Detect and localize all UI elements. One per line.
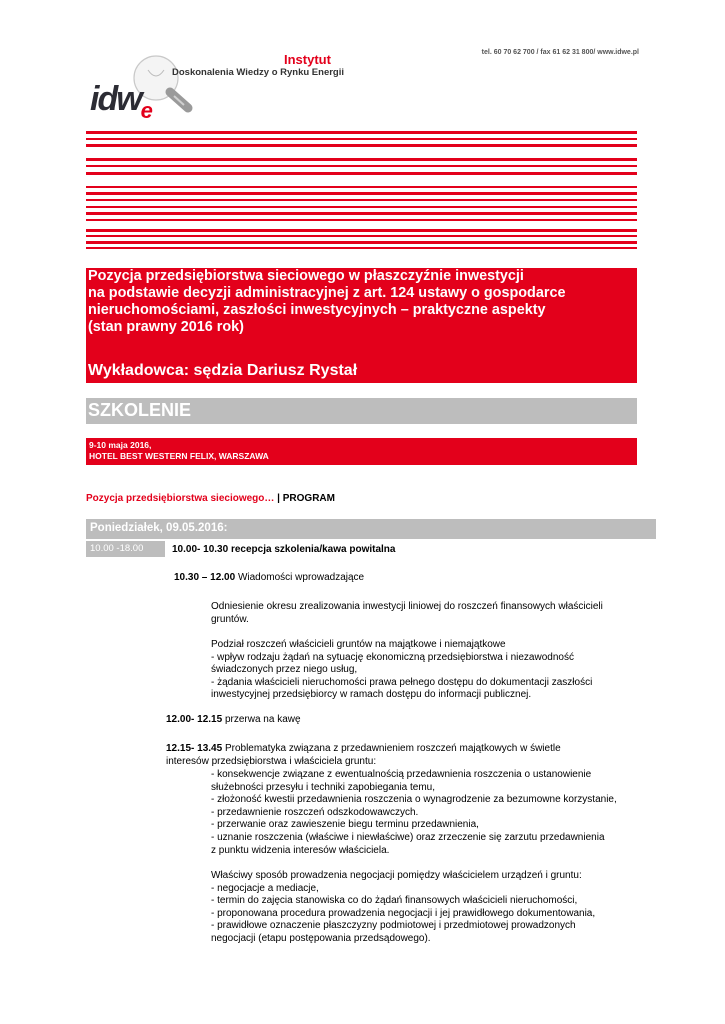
item-text: przerwa na kawę [222, 714, 301, 725]
text-line: Właściwy sposób prowadzenia negocjacji pomiędzy właścicielem urządzeń i gruntu: [211, 870, 582, 881]
list-item: - prawidłowe oznaczenie płaszczyzny podmiotowej i przedmiotowej prowadzonych [211, 920, 576, 932]
contact-info: tel. 60 70 62 700 / fax 61 62 31 800/ www.idwe.pl [481, 49, 639, 56]
list-item: z punktu widzenia interesów właściciela. [211, 844, 390, 856]
item-text: recepcja szkolenia/kawa powitalna [228, 544, 396, 555]
text-line: - wpływ rodzaju żądań na sytuację ekonomiczną przedsiębiorstwa i niezawodność [211, 651, 574, 663]
list-item: - uznanie roszczenia (właściwe i niewłaściwe) oraz zrzeczenie się zarzutu przedawnienia [211, 831, 605, 843]
item-time: 10.00- 10.30 [172, 544, 229, 555]
program-heading-label: | PROGRAM [274, 493, 335, 504]
event-venue: HOTEL BEST WESTERN FELIX, WARSZAWA [89, 451, 269, 461]
negotiation-section [211, 870, 595, 946]
program-item-break [166, 714, 301, 727]
title-line: na podstawie decyzji administracyjnej z art. 124 ustawy o gospodarce [88, 285, 566, 301]
logo-text: idw$_e$ [90, 80, 151, 123]
text-line: gruntów. [211, 613, 249, 625]
training-label: SZKOLENIE [88, 400, 192, 420]
item-time: 10.30 – 12.00 [174, 572, 236, 583]
text-line: interesów przedsiębiorstwa i właściciela gruntu: [166, 755, 377, 767]
text-line: Podział roszczeń właścicieli gruntów na majątkowe i niemajątkowe [211, 639, 506, 650]
text-line: inwestycyjnej przedsiębiorcy w ramach dostępu do informacji publicznej. [211, 689, 532, 701]
limitation-points [211, 769, 617, 857]
institute-name-line1: Instytut [284, 52, 331, 67]
item-time: 12.15- 13.45 [166, 743, 223, 754]
text-line: Problematyka związana z przedawnieniem roszczeń majątkowych w świetle [222, 743, 561, 754]
event-date: 9-10 maja 2016, [89, 440, 152, 450]
item-time: 12.00- 12.15 [166, 714, 223, 725]
training-label-bar [86, 398, 637, 424]
day-header-label: Poniedziałek, 09.05.2016: [90, 522, 228, 534]
event-info-bar [86, 438, 637, 465]
institute-logo [86, 48, 346, 122]
program-heading-title: Pozycja przedsiębiorstwa sieciowego… [86, 493, 275, 504]
list-item: - proponowana procedura prowadzenia negocjacji i jej prawidłowego dokumentowania, [211, 907, 596, 919]
title-banner [86, 268, 637, 383]
list-item: negocjacji (etapu postępowania przedsądowego). [211, 932, 431, 944]
item-text: Wiadomości wprowadzające [235, 572, 365, 583]
text-line: Odniesienie okresu zrealizowania inwestycji liniowej do roszczeń finansowych właścicieli [211, 601, 603, 612]
program-item-intro [174, 572, 364, 585]
lecturer: Wykładowca: sędzia Dariusz Rystał [88, 362, 358, 379]
title-line: (stan prawny 2016 rok) [88, 319, 244, 335]
list-item: - złożoność kwestii przedawnienia roszczenia o wynagrodzenie za bezumowne korzystanie, [211, 794, 617, 806]
day-header [86, 519, 656, 539]
text-line: - żądania właścicieli nieruchomości prawa pełnego dostępu do dokumentacji zaszłości [211, 676, 593, 688]
list-item: - termin do zajęcia stanowiska co do żądań finansowych właścicieli nieruchomości, [211, 895, 578, 907]
program-item-limitation [166, 743, 561, 768]
training-title [88, 268, 633, 336]
list-item: - konsekwencje związane z ewentualnością przedawnienia roszczenia o ustanowienie [211, 769, 592, 780]
list-item: - przerwanie oraz zawieszenie biegu terminu przedawnienia, [211, 819, 479, 831]
list-item: - przedawnienie roszczeń odszkodowawczych. [211, 806, 419, 818]
text-line: świadczonych przez niego usług, [211, 664, 358, 676]
title-line: nieruchomościami, zaszłości inwestycyjnych – praktyczne aspekty [88, 302, 546, 318]
program-heading [86, 493, 335, 504]
intro-paragraph-2 [211, 639, 592, 702]
program-item-reception [172, 544, 395, 557]
intro-paragraph-1 [211, 601, 603, 626]
day-time-cell [86, 541, 165, 557]
day-time-range: 10.00 -18.00 [90, 543, 144, 554]
list-item: służebności przesyłu i techniki zapobiegania temu, [211, 781, 436, 793]
title-line: Pozycja przedsiębiorstwa sieciowego w płaszczyźnie inwestycji [88, 268, 524, 284]
list-item: - negocjacje a mediacje, [211, 882, 319, 894]
institute-name-line2: Doskonalenia Wiedzy o Rynku Energii [172, 67, 345, 78]
decorative-stripes [86, 131, 637, 249]
